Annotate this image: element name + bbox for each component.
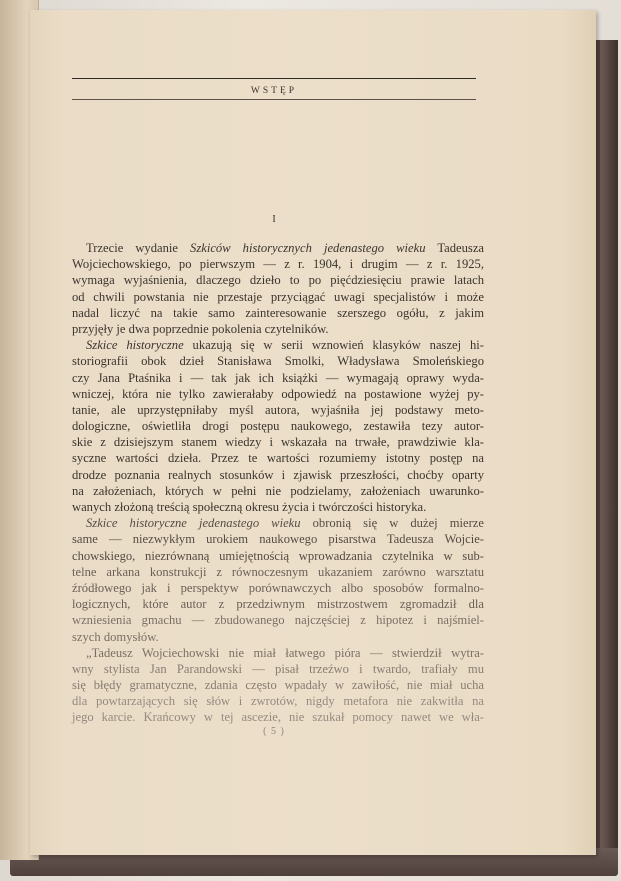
text-line	[72, 531, 484, 547]
text-run: czy Jana Ptaśnika i — tak jak ich książki — wymagają oprawy wyda-	[72, 370, 484, 385]
text-line	[72, 337, 484, 353]
text-line	[72, 353, 484, 369]
text-line	[72, 370, 484, 386]
text-run: Tadeusza	[425, 241, 484, 255]
text-line	[72, 450, 484, 466]
text-line	[72, 693, 484, 709]
text-run: wniczej, która nie tylko zawierałaby odpowiedź na postawione wyżej py-	[72, 386, 484, 401]
text-run: tanie, ale uprzystępniłaby myśl autora, wyjaśniła jej podstawy meto-	[72, 402, 484, 417]
text-line	[72, 272, 484, 288]
text-run: jego karcie. Krańcowy w tej ascezie, nie szukał pomocy nawet we wła-	[72, 710, 484, 725]
header-rule-bottom	[72, 99, 476, 100]
text-run: obronią się w dużej mierze	[300, 516, 484, 531]
text-run: wymaga wyjaśnienia, dlaczego dzieło to po pięćdziesięciu prawie latach	[72, 273, 484, 288]
page-header: WSTĘP	[250, 86, 298, 96]
text-line	[72, 321, 484, 337]
text-line	[72, 596, 484, 612]
text-line	[72, 240, 484, 256]
text-run: „Tadeusz Wojciechowski nie miał łatwego pióra — stwierdził wytra-	[86, 645, 484, 660]
text-line	[72, 256, 484, 272]
text-line	[72, 386, 484, 402]
text-run: drodze poznania realnych stosunków i zjawisk przeszłości, choćby oparty	[72, 467, 484, 482]
text-run: storiografii obok dzieł Stanisława Smolki, Władysława Smoleńskiego	[72, 354, 484, 369]
text-line	[72, 434, 484, 450]
text-line	[72, 580, 484, 596]
text-line	[72, 305, 484, 321]
text-run: ukazują się w serii wznowień klasyków naszej hi-	[183, 338, 484, 353]
text-line	[72, 418, 484, 434]
italic-title-run: Szkice historyczne jedenastego wieku	[86, 516, 301, 531]
text-run: dologiczne, oświetliła drogi postępu naukowego, zestawiła tezy autor-	[72, 419, 484, 434]
text-run: na założeniach, których w pełni nie podzielamy, założeniach uwarunko-	[72, 483, 484, 498]
italic-title-run: Szkice historyczne	[86, 338, 184, 353]
text-run: wny stylista Jan Parandowski — pisał trzeźwo i twardo, trafiały mu	[72, 661, 484, 676]
italic-title-run: Szkiców historycznych jedenastego wieku	[190, 241, 426, 255]
text-run: Trzecie wydanie	[86, 241, 191, 255]
text-line	[72, 515, 484, 531]
text-run: telne arkana konstrukcji z równoczesnym ukazaniem zarówno warsztatu	[72, 564, 484, 579]
text-run: źródłowego jak i perspektyw porównawczych albo sposobów formalno-	[72, 580, 484, 595]
section-number: I	[272, 214, 276, 225]
text-line	[72, 499, 484, 515]
text-line	[72, 645, 484, 661]
text-line	[72, 661, 484, 677]
text-run: przyjęły je dwa poprzednie pokolenia czytelników.	[72, 321, 329, 336]
text-run: chowskiego, niezrównaną umiejętnością wprowadzania czytelnika w sub-	[72, 548, 484, 563]
header-rule-top	[72, 78, 476, 79]
text-run: same — niezwykłym urokiem naukowego pisarstwa Tadeusza Wojcie-	[72, 532, 484, 547]
text-line	[72, 402, 484, 418]
page-number: ( 5 )	[263, 726, 285, 737]
text-line	[72, 548, 484, 564]
text-run: szych domysłów.	[72, 629, 159, 644]
text-line	[72, 709, 484, 725]
text-run: skie z dzisiejszym stanem wiedzy i wskazała na trwałe, prawdziwie kla-	[72, 435, 484, 450]
text-run: Wojciechowskiego, po pierwszym — z r. 1904, i drugim — z r. 1925,	[72, 257, 484, 272]
text-line	[72, 629, 484, 645]
text-run: nadal liczyć na takie samo zainteresowanie szerszego ogółu, z jakim	[72, 305, 484, 320]
text-line	[72, 289, 484, 305]
text-run: logicznych, które autor z przedziwnym mistrzostwem zgromadził dla	[72, 597, 484, 612]
text-run: syczne wartości dzieła. Przez te wartości rozumiemy istotny postęp na	[72, 451, 484, 466]
text-line	[72, 564, 484, 580]
text-line	[72, 467, 484, 483]
text-line	[72, 612, 484, 628]
text-line	[72, 677, 484, 693]
text-run: wanych złożoną treścią społeczną okresu życia i twórczości historyka.	[72, 500, 427, 514]
book-cover-edge	[600, 40, 618, 860]
text-run: się błędy gramatyczne, zdania często wpadały w zawiłość, nie miał ucha	[72, 678, 484, 693]
text-line	[72, 483, 484, 499]
text-run: dla powtarzających się słów i zwrotów, nigdy metafora nie zakwitła na	[72, 694, 484, 709]
text-run: od chwili powstania nie przestaje przyciągać uwagi specjalistów i może	[72, 289, 484, 304]
text-run: wzniesienia gmachu — zbudowanego najczęściej z hipotez i najśmiel-	[72, 613, 484, 628]
body-text	[72, 240, 484, 726]
